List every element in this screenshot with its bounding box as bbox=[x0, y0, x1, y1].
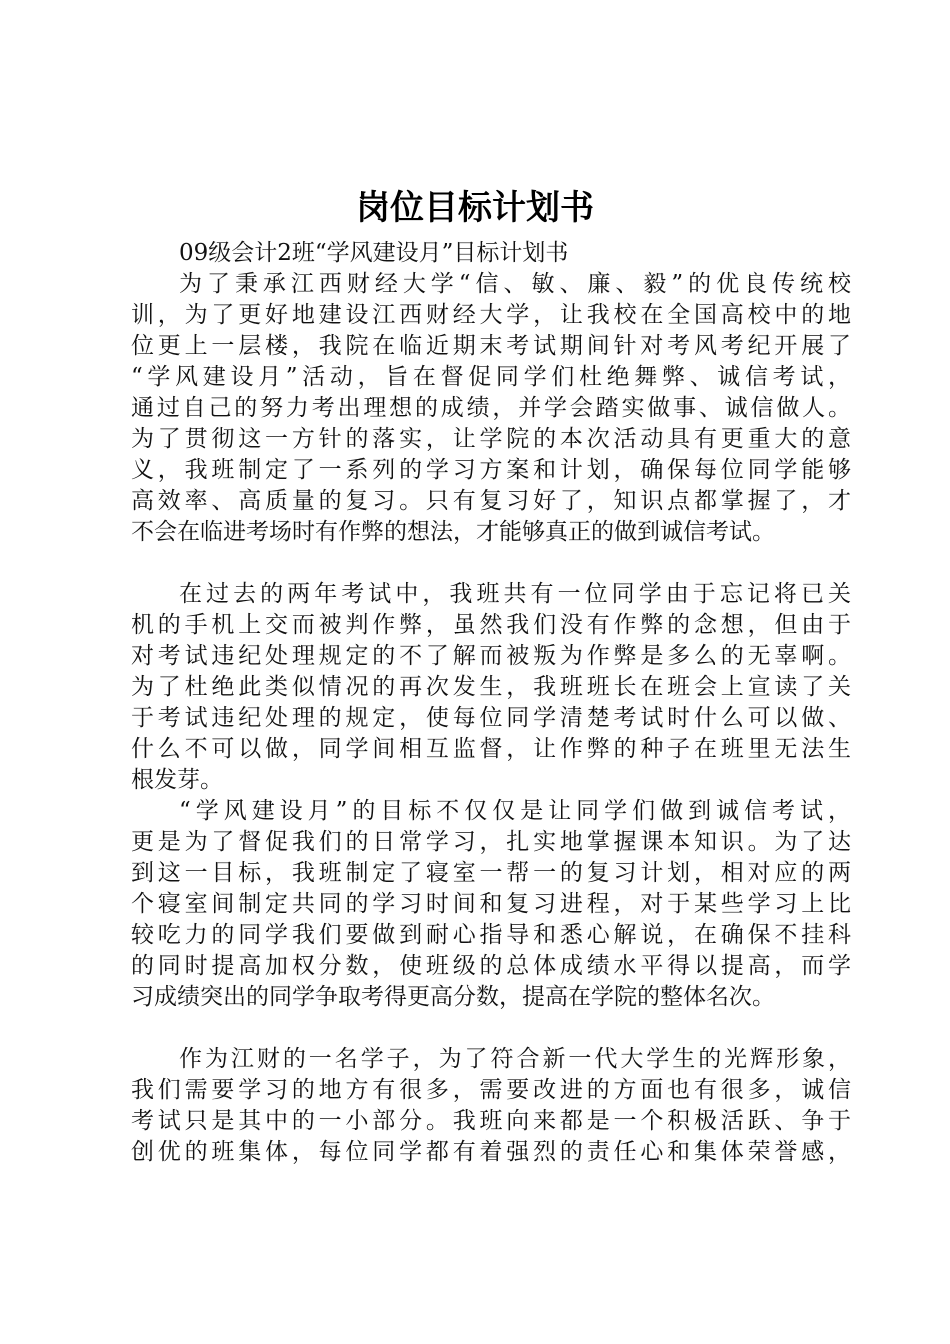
document-title: 岗位目标计划书 bbox=[356, 188, 594, 228]
paragraph-line: 通过自己的努力考出理想的成绩，并学会踏实做事、诚信做人。 bbox=[131, 395, 851, 421]
paragraph-gap bbox=[131, 548, 851, 579]
paragraph-line: 到这一目标，我班制定了寝室一帮一的复习计划，相对应的两 bbox=[131, 860, 851, 886]
paragraph-line: 为了秉承江西财经大学“信、敏、廉、毅”的优良传统校 bbox=[179, 271, 851, 297]
paragraph-4 bbox=[131, 1044, 851, 1168]
paragraph-line: 习成绩突出的同学争取考得更高分数，提高在学院的整体名次。 bbox=[131, 984, 775, 1010]
paragraph-line: 机的手机上交而被判作弊，虽然我们没有作弊的念想，但由于 bbox=[131, 612, 851, 638]
paragraph-line: 位更上一层楼，我院在临近期末考试期间针对考风考纪开展了 bbox=[131, 333, 851, 359]
paragraph-gap bbox=[131, 1013, 851, 1044]
paragraph-line: 的同时提高加权分数，使班级的总体成绩水平得以提高，而学 bbox=[131, 953, 851, 979]
paragraph-line: 个寝室间制定共同的学习时间和复习进程，对于某些学习上比 bbox=[131, 891, 851, 917]
paragraph-3 bbox=[131, 796, 851, 1013]
paragraph-line: 不会在临进考场时有作弊的想法，才能够真正的做到诚信考试。 bbox=[131, 519, 775, 545]
paragraph-line: 较吃力的同学我们要做到耐心指导和悉心解说，在确保不挂科 bbox=[131, 922, 851, 948]
paragraph-line: 高效率、高质量的复习。只有复习好了，知识点都掌握了，才 bbox=[131, 488, 851, 514]
paragraph-line: 为了贯彻这一方针的落实，让学院的本次活动具有更重大的意 bbox=[131, 426, 851, 452]
paragraph-line: 更是为了督促我们的日常学习，扎实地掌握课本知识。为了达 bbox=[131, 829, 851, 855]
paragraph-line: 什么不可以做，同学间相互监督，让作弊的种子在班里无法生 bbox=[131, 736, 851, 762]
paragraph-2 bbox=[131, 579, 851, 796]
paragraph-1 bbox=[131, 269, 851, 548]
document-body bbox=[131, 238, 851, 1168]
paragraph-line: 创优的班集体，每位同学都有着强烈的责任心和集体荣誉感， bbox=[131, 1139, 851, 1165]
paragraph-line: 根发芽。 bbox=[131, 767, 223, 793]
paragraph-line: 义，我班制定了一系列的学习方案和计划，确保每位同学能够 bbox=[131, 457, 851, 483]
document-subtitle: 09级会计2班“学风建设月”目标计划书 bbox=[179, 240, 569, 266]
paragraph-line: 对考试违纪处理规定的不了解而被叛为作弊是多么的无辜啊。 bbox=[131, 643, 851, 669]
paragraph-line: 在过去的两年考试中，我班共有一位同学由于忘记将已关 bbox=[179, 581, 851, 607]
paragraph-line: 训，为了更好地建设江西财经大学，让我校在全国高校中的地 bbox=[131, 302, 851, 328]
paragraph-line: “学风建设月”的目标不仅仅是让同学们做到诚信考试， bbox=[179, 798, 851, 824]
paragraph-line: 作为江财的一名学子，为了符合新一代大学生的光辉形象， bbox=[179, 1046, 851, 1072]
paragraph-line: 于考试违纪处理的规定，使每位同学清楚考试时什么可以做、 bbox=[131, 705, 851, 731]
paragraph-line: “学风建设月”活动，旨在督促同学们杜绝舞弊、诚信考试， bbox=[131, 364, 851, 390]
paragraph-line: 为了杜绝此类似情况的再次发生，我班班长在班会上宣读了关 bbox=[131, 674, 851, 700]
paragraph-line: 考试只是其中的一小部分。我班向来都是一个积极活跃、争于 bbox=[131, 1108, 851, 1134]
paragraph-line: 我们需要学习的地方有很多，需要改进的方面也有很多，诚信 bbox=[131, 1077, 851, 1103]
